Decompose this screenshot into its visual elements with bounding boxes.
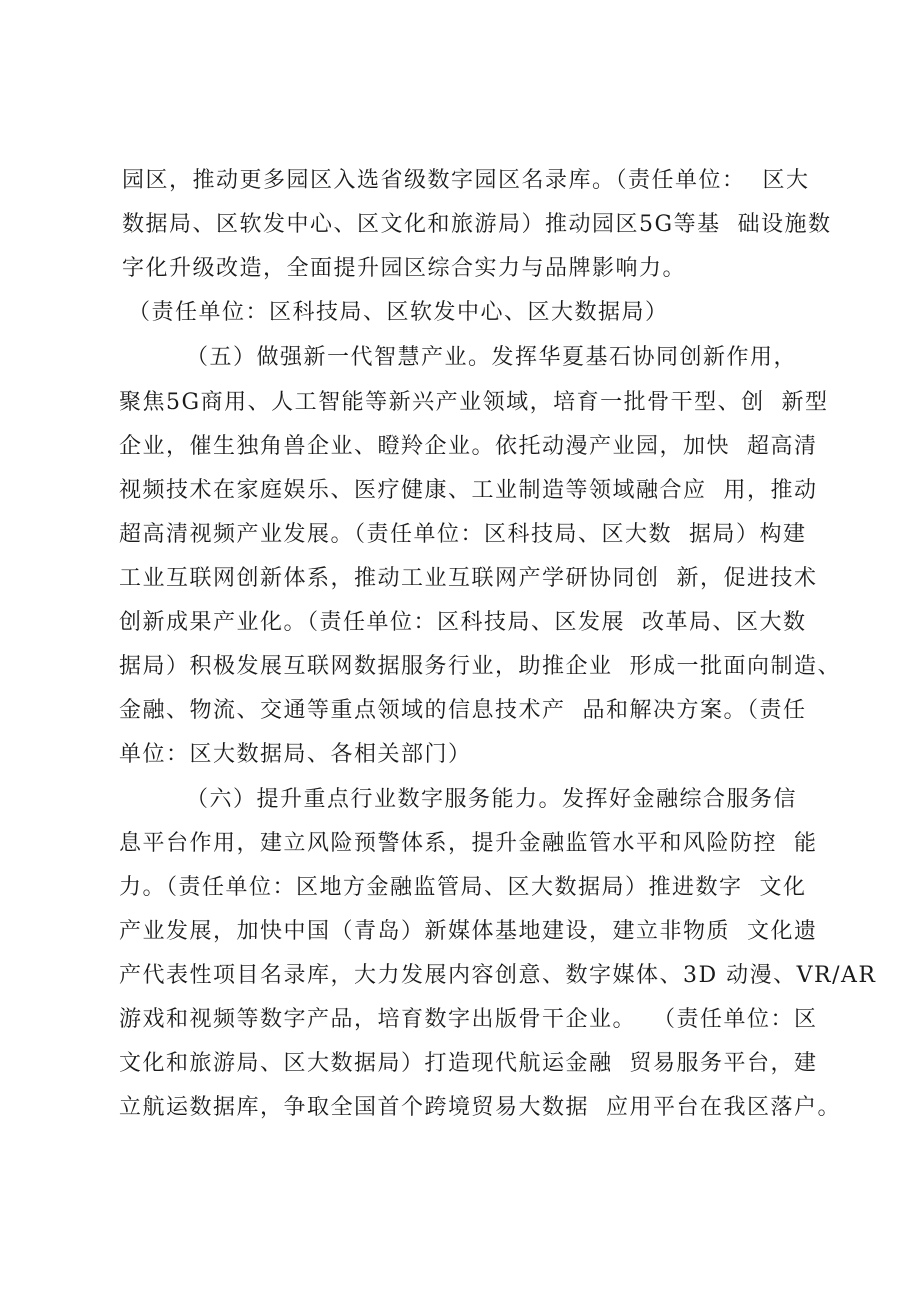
- text-line-8: 视频技术在家庭娱乐、医疗健康、工业制造等领域融合应 用，推动: [119, 478, 818, 503]
- text-line-18: 产业发展，加快中国（青岛）新媒体基地建设，建立非物质 文化遗: [119, 919, 818, 944]
- text-line-14: 单位：区大数据局、各相关部门）: [119, 742, 472, 767]
- text-line-11: 创新成果产业化。（责任单位：区科技局、区发展 改革局、区大数: [119, 610, 807, 635]
- text-line-20: 游戏和视频等数字产品，培育数字出版骨干企业。 （责任单位：区: [119, 1007, 818, 1032]
- text-line-1: 园区，推动更多园区入选省级数字园区名录库。（责任单位： 区大: [122, 168, 810, 193]
- text-line-22: 立航运数据库，争取全国首个跨境贸易大数据 应用平台在我区落户。: [119, 1095, 841, 1120]
- section-six-heading-line: （六）提升重点行业数字服务能力。发挥好金融综合服务信: [186, 787, 798, 812]
- section-five-heading-line: （五）做强新一代智慧产业。发挥华夏基石协同创新作用，: [186, 345, 798, 370]
- text-line-12: 据局）积极发展互联网数据服务行业，助推企业 形成一批面向制造、: [119, 654, 841, 679]
- text-line-6: 聚焦5G商用、人工智能等新兴产业领域，培育一批骨干型、创 新型: [119, 390, 829, 415]
- text-line-16: 息平台作用，建立风险预警体系，提升金融监管水平和风险防控 能: [119, 831, 818, 856]
- text-line-17: 力。（责任单位：区地方金融监管局、区大数据局）推进数字 文化: [119, 875, 807, 900]
- text-line-2: 数据局、区软发中心、区文化和旅游局）推动园区5G等基 础设施数: [122, 212, 832, 237]
- text-line-13: 金融、物流、交通等重点领域的信息技术产 品和解决方案。（责任: [119, 698, 807, 723]
- text-line-19: 产代表性项目名录库，大力发展内容创意、数字媒体、3D 动漫、VR/AR: [119, 963, 877, 988]
- text-line-4: （责任单位：区科技局、区软发中心、区大数据局）: [128, 300, 669, 325]
- text-line-7: 企业，催生独角兽企业、瞪羚企业。依托动漫产业园，加快 超高清: [119, 434, 818, 459]
- text-line-9: 超高清视频产业发展。（责任单位：区科技局、区大数 据局）构建: [119, 522, 807, 547]
- text-line-21: 文化和旅游局、区大数据局）打造现代航运金融 贸易服务平台，建: [119, 1051, 818, 1076]
- text-line-10: 工业互联网创新体系，推动工业互联网产学研协同创 新，促进技术: [119, 566, 818, 591]
- text-line-3: 字化升级改造，全面提升园区综合实力与品牌影响力。: [122, 256, 687, 281]
